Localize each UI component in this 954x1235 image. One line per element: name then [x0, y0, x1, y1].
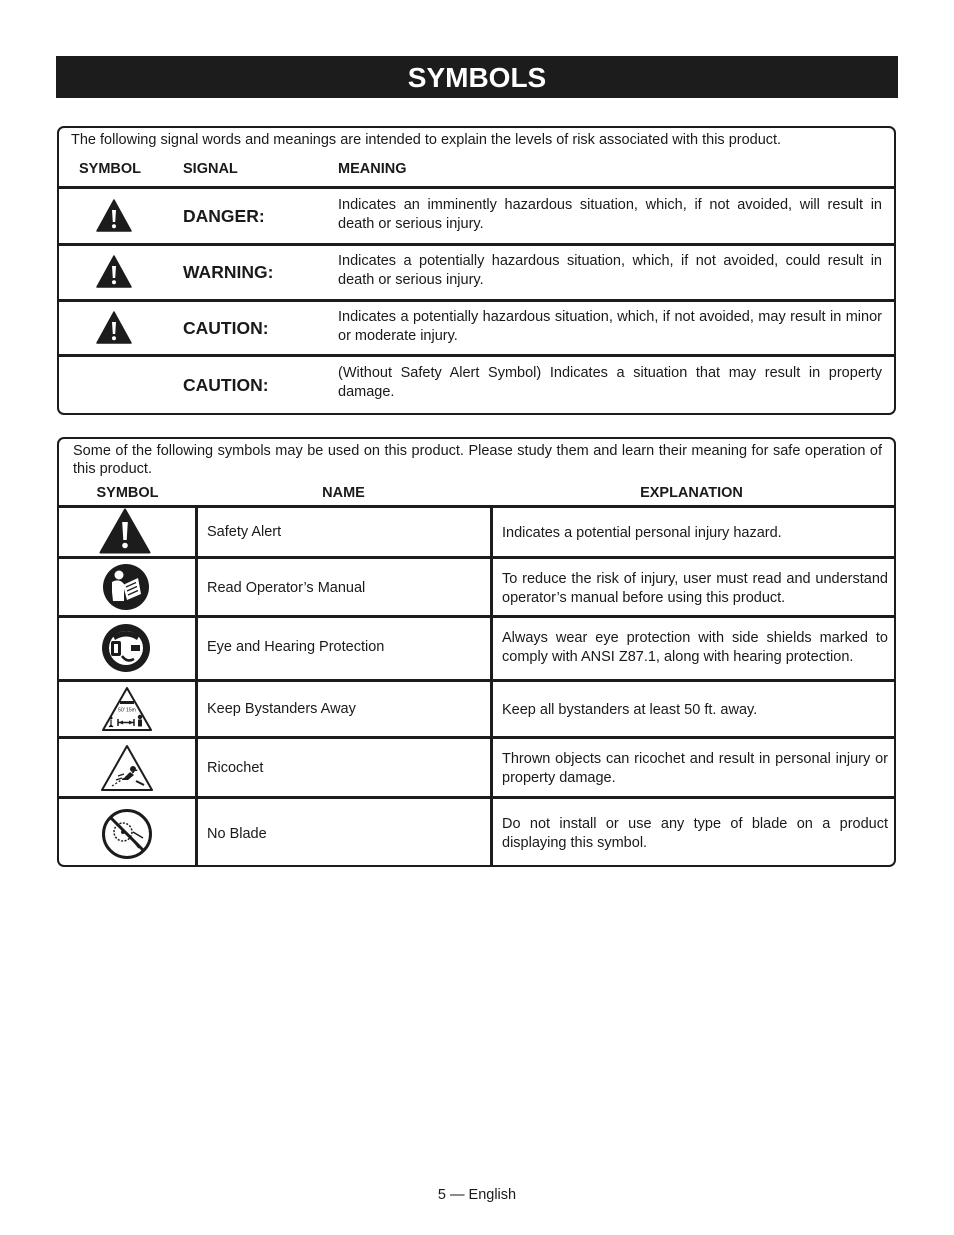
- symbol-header-symbol: SYMBOL: [96, 485, 159, 501]
- signal-header-signal: SIGNAL: [183, 161, 238, 177]
- symbol-row-no-blade: [59, 799, 894, 867]
- symbol-name: Eye and Hearing Protection: [207, 639, 385, 655]
- symbol-explanation: Indicates a potential personal injury hazard.: [502, 525, 782, 541]
- signal-table-intro: The following signal words and meanings are intended to explain the levels of risk associated with this product.: [71, 132, 782, 148]
- signal-row-warning: [59, 245, 894, 299]
- symbol-row-keep-bystanders: [59, 682, 894, 736]
- symbol-row-safety-alert: [59, 507, 894, 557]
- symbol-header-explanation: EXPLANATION: [640, 485, 743, 501]
- symbol-explanation: Always wear eye protection with side shields marked to comply with ANSI Z87.1, along with hearing protection.: [502, 630, 888, 665]
- signal-meaning: Indicates a potentially hazardous situation, which, if not avoided, could result in death or serious injury.: [338, 253, 882, 288]
- read-manual-icon: [102, 563, 150, 611]
- signal-word: WARNING:: [183, 262, 274, 282]
- signal-word: CAUTION:: [183, 375, 269, 395]
- safety-alert-icon: [96, 311, 132, 344]
- symbol-header-name: NAME: [322, 485, 365, 501]
- signal-meaning: Indicates a potentially hazardous situation, which, if not avoided, may result in minor or moderate injury.: [338, 309, 882, 344]
- signal-word: DANGER:: [183, 206, 265, 226]
- safety-alert-icon: [96, 199, 132, 232]
- symbol-name: Safety Alert: [207, 524, 282, 540]
- symbol-name: Read Operator’s Manual: [207, 580, 366, 596]
- symbol-name: Ricochet: [207, 760, 264, 776]
- signal-row-caution-property: [59, 357, 894, 413]
- signal-header-meaning: MEANING: [338, 161, 407, 177]
- keep-away-distance-text: 50' 15m: [118, 707, 136, 714]
- signal-header-symbol: SYMBOL: [79, 161, 142, 177]
- symbol-explanation: Keep all bystanders at least 50 ft. away.: [502, 702, 758, 718]
- page-title: SYMBOLS: [56, 56, 898, 98]
- no-blade-icon: [101, 808, 153, 860]
- symbol-row-read-manual: [59, 559, 894, 615]
- symbol-table-intro: Some of the following symbols may be used on this product. Please study them and learn their meaning for safe operation of this product.: [73, 443, 882, 477]
- keep-bystanders-away-icon: [101, 686, 153, 732]
- safety-alert-icon: [96, 255, 132, 288]
- symbol-row-eye-hearing: [59, 618, 894, 679]
- signal-meaning: Indicates an imminently hazardous situation, which, if not avoided, will result in death or serious injury.: [338, 197, 882, 232]
- page-footer: 5 — English: [437, 1187, 517, 1203]
- signal-row-caution: [59, 301, 894, 355]
- symbol-row-ricochet: [59, 739, 894, 796]
- symbol-explanation: To reduce the risk of injury, user must read and understand operator’s manual before using this product.: [502, 571, 888, 606]
- signal-row-danger: [59, 189, 894, 243]
- symbol-explanation: Thrown objects can ricochet and result in personal injury or property damage.: [502, 751, 888, 786]
- symbol-name: Keep Bystanders Away: [207, 701, 356, 717]
- signal-meaning: (Without Safety Alert Symbol) Indicates a situation that may result in property damage.: [338, 365, 882, 400]
- signal-words-table: [57, 126, 896, 415]
- ricochet-icon: [100, 744, 154, 792]
- symbol-name: No Blade: [207, 826, 267, 842]
- symbol-explanation: Do not install or use any type of blade on a product displaying this symbol.: [502, 816, 888, 851]
- symbols-table: [57, 437, 896, 867]
- signal-word: CAUTION:: [183, 318, 269, 338]
- eye-hearing-protection-icon: [101, 623, 151, 673]
- safety-alert-icon: [99, 508, 151, 554]
